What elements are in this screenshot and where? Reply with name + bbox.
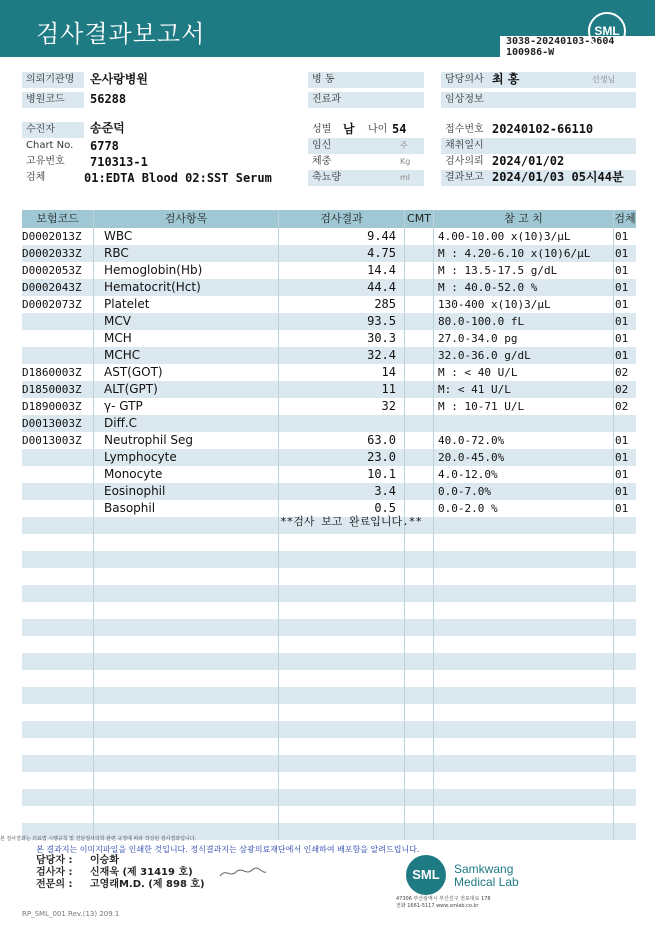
specimen-code: 02 (615, 400, 629, 413)
reference-range: M: < 41 U/L (438, 383, 511, 396)
print-notice: 본 결과지는 이미지파일을 인쇄한 것입니다. 정식결과지는 삼광의료재단에서 인쇄하여 배포함을 알려드립니다. (36, 845, 420, 854)
reference-range: M : 4.20-6.10 x(10)6/μL (438, 247, 591, 260)
col-header-cmt: CMT (405, 210, 433, 228)
test-name: γ- GTP (104, 399, 143, 413)
specimen-code: 01 (615, 281, 629, 294)
test-result: 63.0 (367, 433, 396, 447)
insurance-code: D0013003Z (22, 434, 82, 447)
weight-label: 체중 (312, 156, 332, 167)
id-value: 710313-1 (90, 155, 148, 169)
specimen-code: 01 (615, 332, 629, 345)
table-row-band (22, 585, 636, 602)
specimen-value: 01:EDTA Blood 02:SST Serum (84, 171, 272, 185)
test-name: Lymphocyte (104, 450, 177, 464)
specimen-code: 02 (615, 383, 629, 396)
sex-label: 성별 (312, 124, 332, 135)
table-row-band (22, 789, 636, 806)
department-label: 진료과 (308, 92, 424, 108)
test-result: 93.5 (367, 314, 396, 328)
insurance-code: D1860003Z (22, 366, 82, 379)
insurance-code: D1890003Z (22, 400, 82, 413)
page-title: 검사결과보고서 (36, 20, 206, 48)
specialist-value: 고영래M.D. (제 898 호) (90, 879, 205, 890)
reference-range: M : 10-71 U/L (438, 400, 525, 413)
collect-label: 채취일시 (441, 138, 636, 154)
examiner-label: 검사자 : (36, 867, 73, 878)
test-name: ALT(GPT) (104, 382, 158, 396)
test-name: MCHC (104, 348, 141, 362)
brand-line2: Medical Lab (454, 875, 519, 889)
reference-range: 20.0-45.0% (438, 451, 505, 464)
doc-code-line1: 3038-20240103-0604 (506, 36, 615, 47)
col-header-name: 검사항목 (94, 210, 278, 228)
institution-label: 의뢰기관명 (22, 72, 84, 88)
age-value: 54 (392, 122, 407, 136)
test-name: MCV (104, 314, 131, 328)
insurance-code: D0002073Z (22, 298, 82, 311)
reference-range: M : 40.0-52.0 % (438, 281, 538, 294)
pregnancy-unit: 주 (400, 141, 408, 150)
urine-unit: ml (400, 173, 411, 182)
specimen-code: 02 (615, 366, 629, 379)
sml-logo-icon: SML (588, 12, 626, 50)
address (396, 896, 491, 910)
reference-range: 27.0-34.0 pg (438, 332, 518, 345)
test-result: 14.4 (367, 263, 396, 277)
reference-range: 0.0-7.0% (438, 485, 491, 498)
col-header-ref: 참 고 치 (434, 210, 613, 228)
test-result: 14 (381, 365, 396, 379)
chart-value: 6778 (90, 139, 119, 153)
patient-label: 수진자 (22, 122, 84, 138)
table-row-band (22, 687, 636, 704)
test-result: 3.4 (374, 484, 396, 498)
specimen-code: 01 (615, 485, 629, 498)
brand-name (454, 863, 519, 889)
doc-code-line2: 100986-W (506, 47, 555, 58)
ward-label: 병 동 (308, 72, 424, 88)
test-result: 23.0 (367, 450, 396, 464)
test-result: 0.5 (374, 501, 396, 515)
request-label: 검사의뢰 (445, 156, 484, 167)
form-code: RP_SML_001 Rev.(13) 209.1 (22, 910, 120, 918)
hospital-code-value: 56288 (90, 92, 127, 106)
chart-label: Chart No. (26, 140, 74, 151)
doctor-label: 담당의사 (441, 72, 636, 88)
test-result: 11 (381, 382, 396, 396)
col-header-spec: 검체 (614, 210, 636, 228)
test-name: RBC (104, 246, 129, 260)
test-result: 4.75 (367, 246, 396, 260)
specimen-code: 01 (615, 247, 629, 260)
manager-value: 이승화 (90, 855, 119, 866)
table-row-band (22, 653, 636, 670)
insurance-code: D0002043Z (22, 281, 82, 294)
specimen-code: 01 (615, 298, 629, 311)
address-line: 47306 부산광역시 부산진구 전포대로 178 (396, 896, 491, 902)
weight-unit: Kg (400, 157, 411, 166)
age-label: 나이 (368, 124, 388, 135)
doctor-suffix: 선생님 (592, 75, 616, 84)
brand-line1: Samkwang (454, 862, 514, 876)
test-result: 10.1 (367, 467, 396, 481)
urine-label: 축뇨량 (308, 170, 424, 186)
test-result: 9.44 (367, 229, 396, 243)
institution-value: 온사랑병원 (90, 72, 148, 86)
reference-range: 4.0-12.0% (438, 468, 498, 481)
test-name: Hemoglobin(Hb) (104, 263, 203, 277)
col-divider (278, 210, 279, 840)
reference-range: M : < 40 U/L (438, 366, 518, 379)
reference-range: 80.0-100.0 fL (438, 315, 525, 328)
pregnancy-label: 임신 (308, 138, 424, 154)
reference-range: 0.0-2.0 % (438, 502, 498, 515)
hospital-code-label: 병원코드 (22, 92, 84, 108)
test-name: Eosinophil (104, 484, 166, 498)
reference-range: 130-400 x(10)3/μL (438, 298, 551, 311)
examiner-value: 신재욱 (제 31419 호) (90, 867, 193, 878)
col-divider (433, 210, 434, 840)
clinical-label: 임상정보 (441, 92, 636, 108)
table-row-band (22, 551, 636, 568)
reference-range: M : 13.5-17.5 g/dL (438, 264, 558, 277)
specimen-code: 01 (615, 264, 629, 277)
sex-value: 남 (343, 122, 355, 136)
insurance-code: D0002053Z (22, 264, 82, 277)
col-header-result: 검사결과 (279, 210, 404, 228)
test-name: MCH (104, 331, 132, 345)
reference-range: 32.0-36.0 g/dL (438, 349, 531, 362)
insurance-code: D0002013Z (22, 230, 82, 243)
col-divider (613, 210, 614, 840)
insurance-code: D1850003Z (22, 383, 82, 396)
specimen-code: 01 (615, 451, 629, 464)
signature-icon (218, 864, 268, 882)
test-result: 32 (381, 399, 396, 413)
test-result: 44.4 (367, 280, 396, 294)
specimen-code: 01 (615, 502, 629, 515)
fine-print: 본 검사결과는 의료법 시행규칙 및 진단검사의학 관련 규정에 따라 작성된 검사결과입니다. (0, 836, 197, 842)
report-complete-note: **검사 보고 완료입니다.** (280, 515, 422, 528)
test-name: Monocyte (104, 467, 163, 481)
insurance-code: D0002033Z (22, 247, 82, 260)
specimen-code: 01 (615, 468, 629, 481)
test-name: Hematocrit(Hct) (104, 280, 201, 294)
manager-label: 담당자 : (36, 855, 73, 866)
patient-value: 송준덕 (90, 121, 125, 135)
test-result: 32.4 (367, 348, 396, 362)
test-name: Basophil (104, 501, 156, 515)
specimen-label: 검체 (26, 172, 46, 183)
specimen-code: 01 (615, 349, 629, 362)
reference-range: 4.00-10.00 x(10)3/μL (438, 230, 571, 243)
specimen-code: 01 (615, 230, 629, 243)
id-label: 고유번호 (26, 156, 65, 167)
test-name: Neutrophil Seg (104, 433, 194, 447)
test-result: 30.3 (367, 331, 396, 345)
receipt-label: 접수번호 (445, 124, 484, 135)
test-name: WBC (104, 229, 133, 243)
test-name: Platelet (104, 297, 150, 311)
specimen-code: 01 (615, 315, 629, 328)
sml-logo-icon: SML (406, 855, 446, 895)
test-name: Diff.C (104, 416, 138, 430)
test-name: AST(GOT) (104, 365, 163, 379)
receipt-value: 20240102-66110 (492, 122, 594, 136)
col-divider (93, 210, 94, 840)
specimen-code: 01 (615, 434, 629, 447)
table-row-band (22, 721, 636, 738)
report-label: 결과보고 (441, 170, 636, 186)
table-row-band (22, 619, 636, 636)
col-header-code: 보험코드 (22, 210, 93, 228)
reference-range: 40.0-72.0% (438, 434, 505, 447)
table-row-band (22, 755, 636, 772)
test-result: 285 (374, 297, 396, 311)
insurance-code: D0013003Z (22, 417, 82, 430)
report-value: 2024/01/03 05시44분 (492, 170, 624, 184)
phone-line: 전화 1661-5117 www.smlab.co.kr (396, 903, 479, 909)
specialist-label: 전문의 : (36, 879, 73, 890)
doctor-value: 최 홍 (492, 72, 520, 86)
request-value: 2024/01/02 (492, 154, 565, 168)
